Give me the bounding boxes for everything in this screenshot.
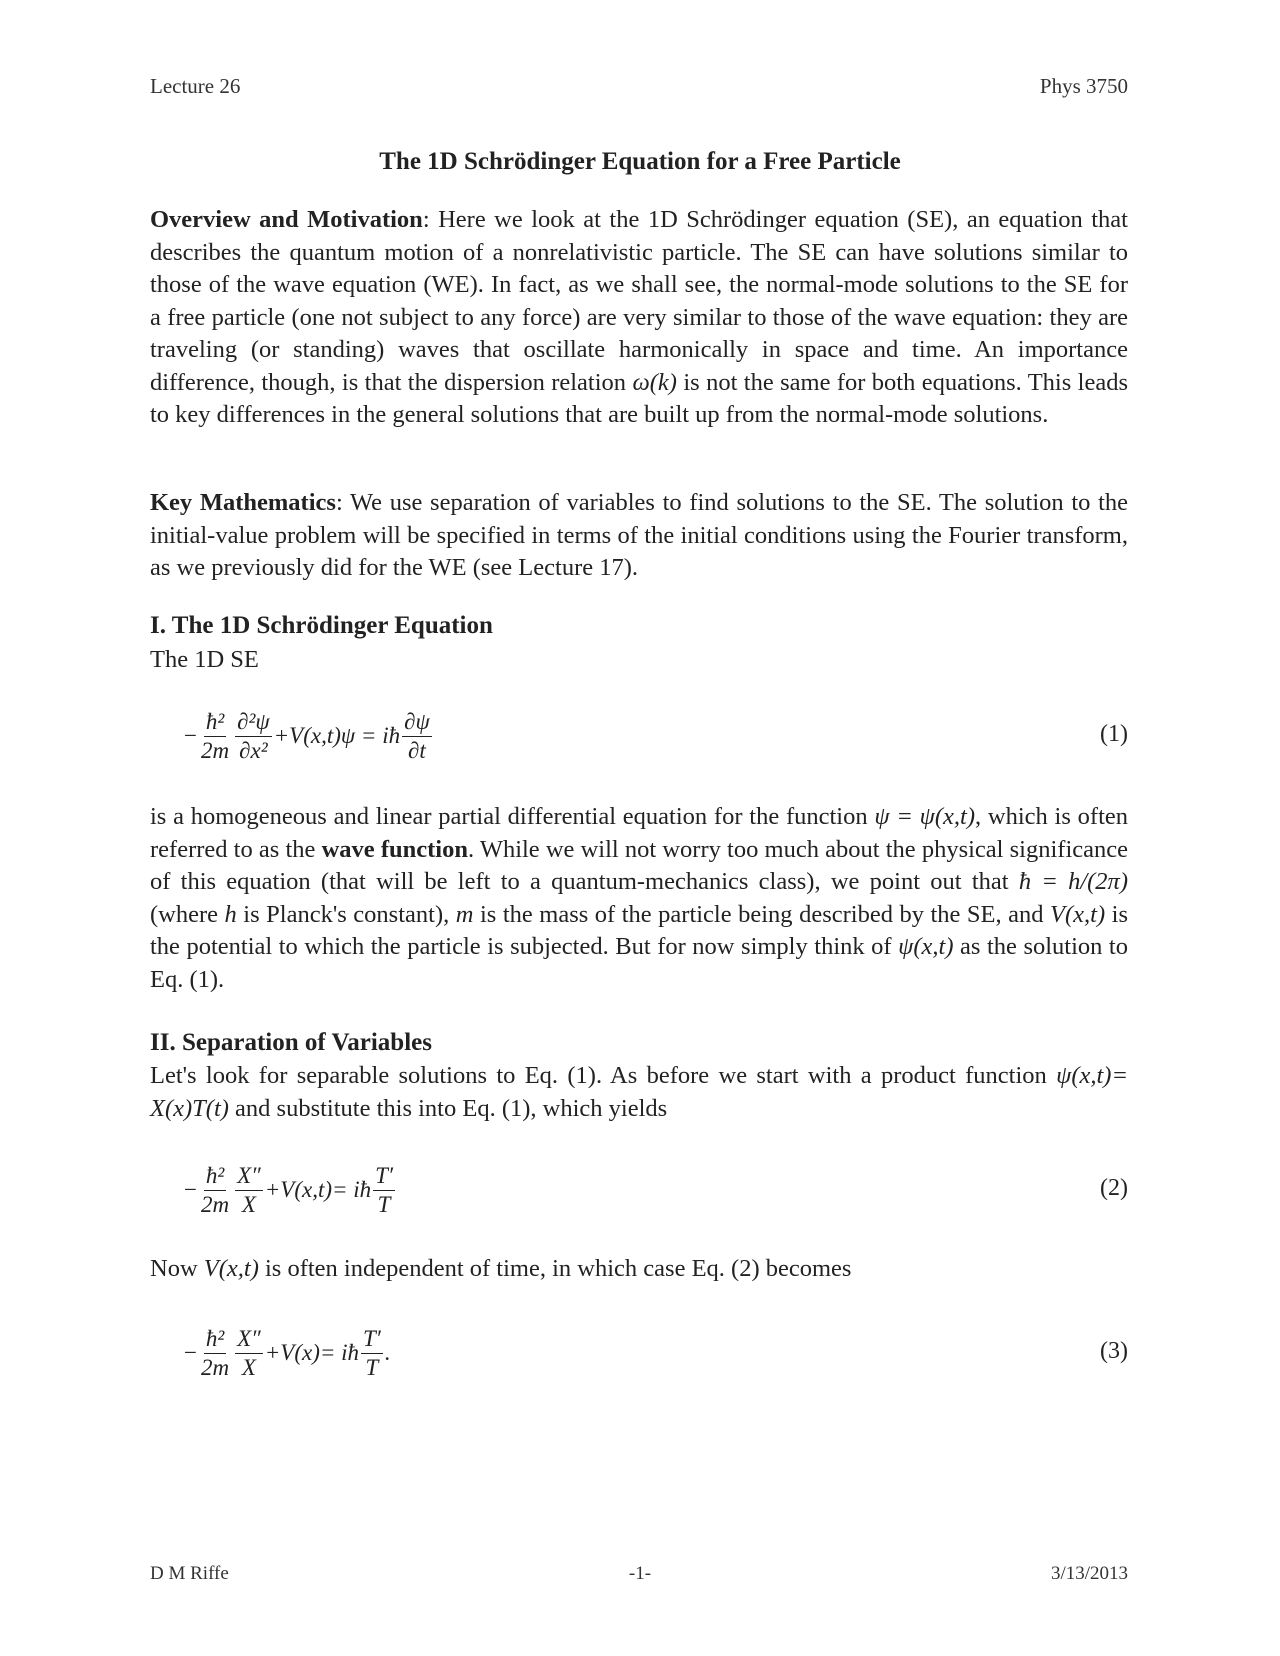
s2-math-potential: V(x,t) bbox=[203, 1255, 259, 1282]
overview-label: Overview and Motivation bbox=[150, 206, 423, 233]
section-2-paragraph-2 bbox=[150, 1253, 1128, 1286]
eq2-frac-t: $\frac{T'}{T}$ bbox=[375, 1162, 393, 1217]
equation-1 bbox=[150, 701, 1128, 771]
key-math-paragraph bbox=[150, 487, 1128, 585]
equation-3-number: (3) bbox=[1100, 1338, 1128, 1364]
overview-paragraph bbox=[150, 204, 1128, 432]
s1-text-3: . While we will not worry too much about the physical significance of this equation (that will be left to a quantum-mechanics class), we point out that bbox=[150, 835, 1128, 895]
key-math-text: : We use separation of variables to find solutions to the SE. The solution to the initial-value problem will be specified in terms of the initial conditions using the Fourier transform, as we previously did for the WE (see Lecture 17). bbox=[150, 489, 1129, 581]
eq1-middle: +V(x,t)ψ = iħ bbox=[273, 723, 401, 748]
eq1-frac-hbar: $\frac{\text{ħ²}}{2m}$ bbox=[200, 708, 230, 763]
footer-page-number: -1- bbox=[628, 1563, 652, 1584]
equation-2-number: (2) bbox=[1100, 1175, 1128, 1201]
s1-text-8: as the solution to Eq. (1). bbox=[150, 933, 1128, 993]
s1-text-6: is the mass of the particle being described by the SE, and bbox=[473, 900, 1051, 928]
s1-math-m: m bbox=[455, 900, 474, 928]
header-lecture: Lecture 26 bbox=[150, 74, 241, 98]
equation-2-expression bbox=[184, 1155, 397, 1225]
eq3-frac-x: $\frac{X''}{X}$ bbox=[237, 1325, 261, 1380]
s1-text-4: (where bbox=[150, 900, 225, 928]
eq2-frac-hbar: $\frac{\text{ħ²}}{2m}$ bbox=[200, 1162, 230, 1217]
eq1-minus: − bbox=[184, 723, 197, 748]
section-2-heading: II. Separation of Variables bbox=[150, 1029, 432, 1056]
s1-wave-function-term: wave function bbox=[321, 835, 468, 863]
section-1-heading: I. The 1D Schrödinger Equation bbox=[150, 612, 493, 639]
s1-text-7: is the potential to which the particle is subjected. But for now simply think of bbox=[150, 900, 1128, 960]
equation-1-expression bbox=[184, 701, 434, 771]
equation-1-number: (1) bbox=[1100, 721, 1128, 747]
eq1-frac-second-derivative: $\frac{\text{∂²ψ}}{\text{∂x²}}$ bbox=[237, 708, 270, 763]
page-title: The 1D Schrödinger Equation for a Free Particle bbox=[379, 148, 901, 175]
equation-2 bbox=[150, 1155, 1128, 1225]
equation-3-expression bbox=[184, 1318, 391, 1388]
overview-text-b: is not the same for both equations. This leads to key differences in the general solutions that are built up from the normal-mode solutions. bbox=[150, 368, 1128, 428]
s2-text-3a: Now bbox=[150, 1255, 204, 1282]
overview-text-a: : Here we look at the 1D Schrödinger equation (SE), an equation that describes the quantum motion of a nonrelativistic particle. The SE can have solutions similar to those of the wave equation (WE). In fact, as we shall see, the normal-mode solutions to the SE for a free particle (one not subject to any force) are very similar to those of the wave equation: they are traveling (or standing) waves that oscillate harmonically in space and time. An importance difference, though, is that the dispersion relation bbox=[150, 206, 1128, 396]
s2-text-1: Let's look for separable solutions to Eq. (1). As before we start with a product function bbox=[150, 1062, 1057, 1089]
eq2-frac-x: $\frac{X''}{X}$ bbox=[237, 1162, 261, 1217]
eq3-tail: . bbox=[384, 1340, 391, 1365]
key-math-label: Key Mathematics bbox=[150, 489, 336, 516]
s1-math-h: h bbox=[224, 900, 237, 928]
eq3-frac-t: $\frac{T'}{T}$ bbox=[363, 1325, 381, 1380]
footer-author: D M Riffe bbox=[150, 1563, 229, 1584]
equation-3 bbox=[150, 1318, 1128, 1388]
section-2-paragraph-1 bbox=[150, 1060, 1128, 1125]
eq2-minus: − bbox=[184, 1177, 197, 1202]
header-course: Phys 3750 bbox=[1039, 74, 1128, 98]
s2-text-3b: is often independent of time, in which case Eq. (2) becomes bbox=[258, 1255, 852, 1282]
s1-math-hbar: ħ = h/(2π) bbox=[1018, 868, 1128, 895]
s2-text-2: and substitute this into Eq. (1), which yields bbox=[228, 1094, 668, 1122]
eq3-middle: +V(x)= iħ bbox=[264, 1340, 360, 1365]
s1-math-psi-xt: ψ(x,t) bbox=[898, 933, 954, 960]
s2-math-product: ψ(x,t)= X(x)T(t) bbox=[150, 1062, 1128, 1122]
eq1-frac-time-derivative: $\frac{\partial\psi}{\partial t}$ bbox=[404, 708, 430, 763]
s1-math-potential: V(x,t) bbox=[1050, 900, 1106, 928]
section-1-intro: The 1D SE bbox=[150, 646, 259, 673]
eq2-middle: +V(x,t)= iħ bbox=[264, 1177, 372, 1202]
s1-text-1: is a homogeneous and linear partial differential equation for the function bbox=[150, 803, 875, 830]
s1-text-5: is Planck's constant), bbox=[236, 900, 456, 928]
eq3-minus: − bbox=[184, 1340, 197, 1365]
s1-math-psi: ψ = ψ(x,t) bbox=[874, 803, 976, 830]
s1-text-2: , which is often referred to as the bbox=[150, 803, 1129, 863]
section-1-paragraph bbox=[150, 801, 1128, 996]
eq3-frac-hbar: $\frac{\text{ħ²}}{2m}$ bbox=[200, 1325, 230, 1380]
dispersion-math: ω(k) bbox=[632, 368, 677, 396]
footer-date: 3/13/2013 bbox=[1050, 1563, 1128, 1584]
